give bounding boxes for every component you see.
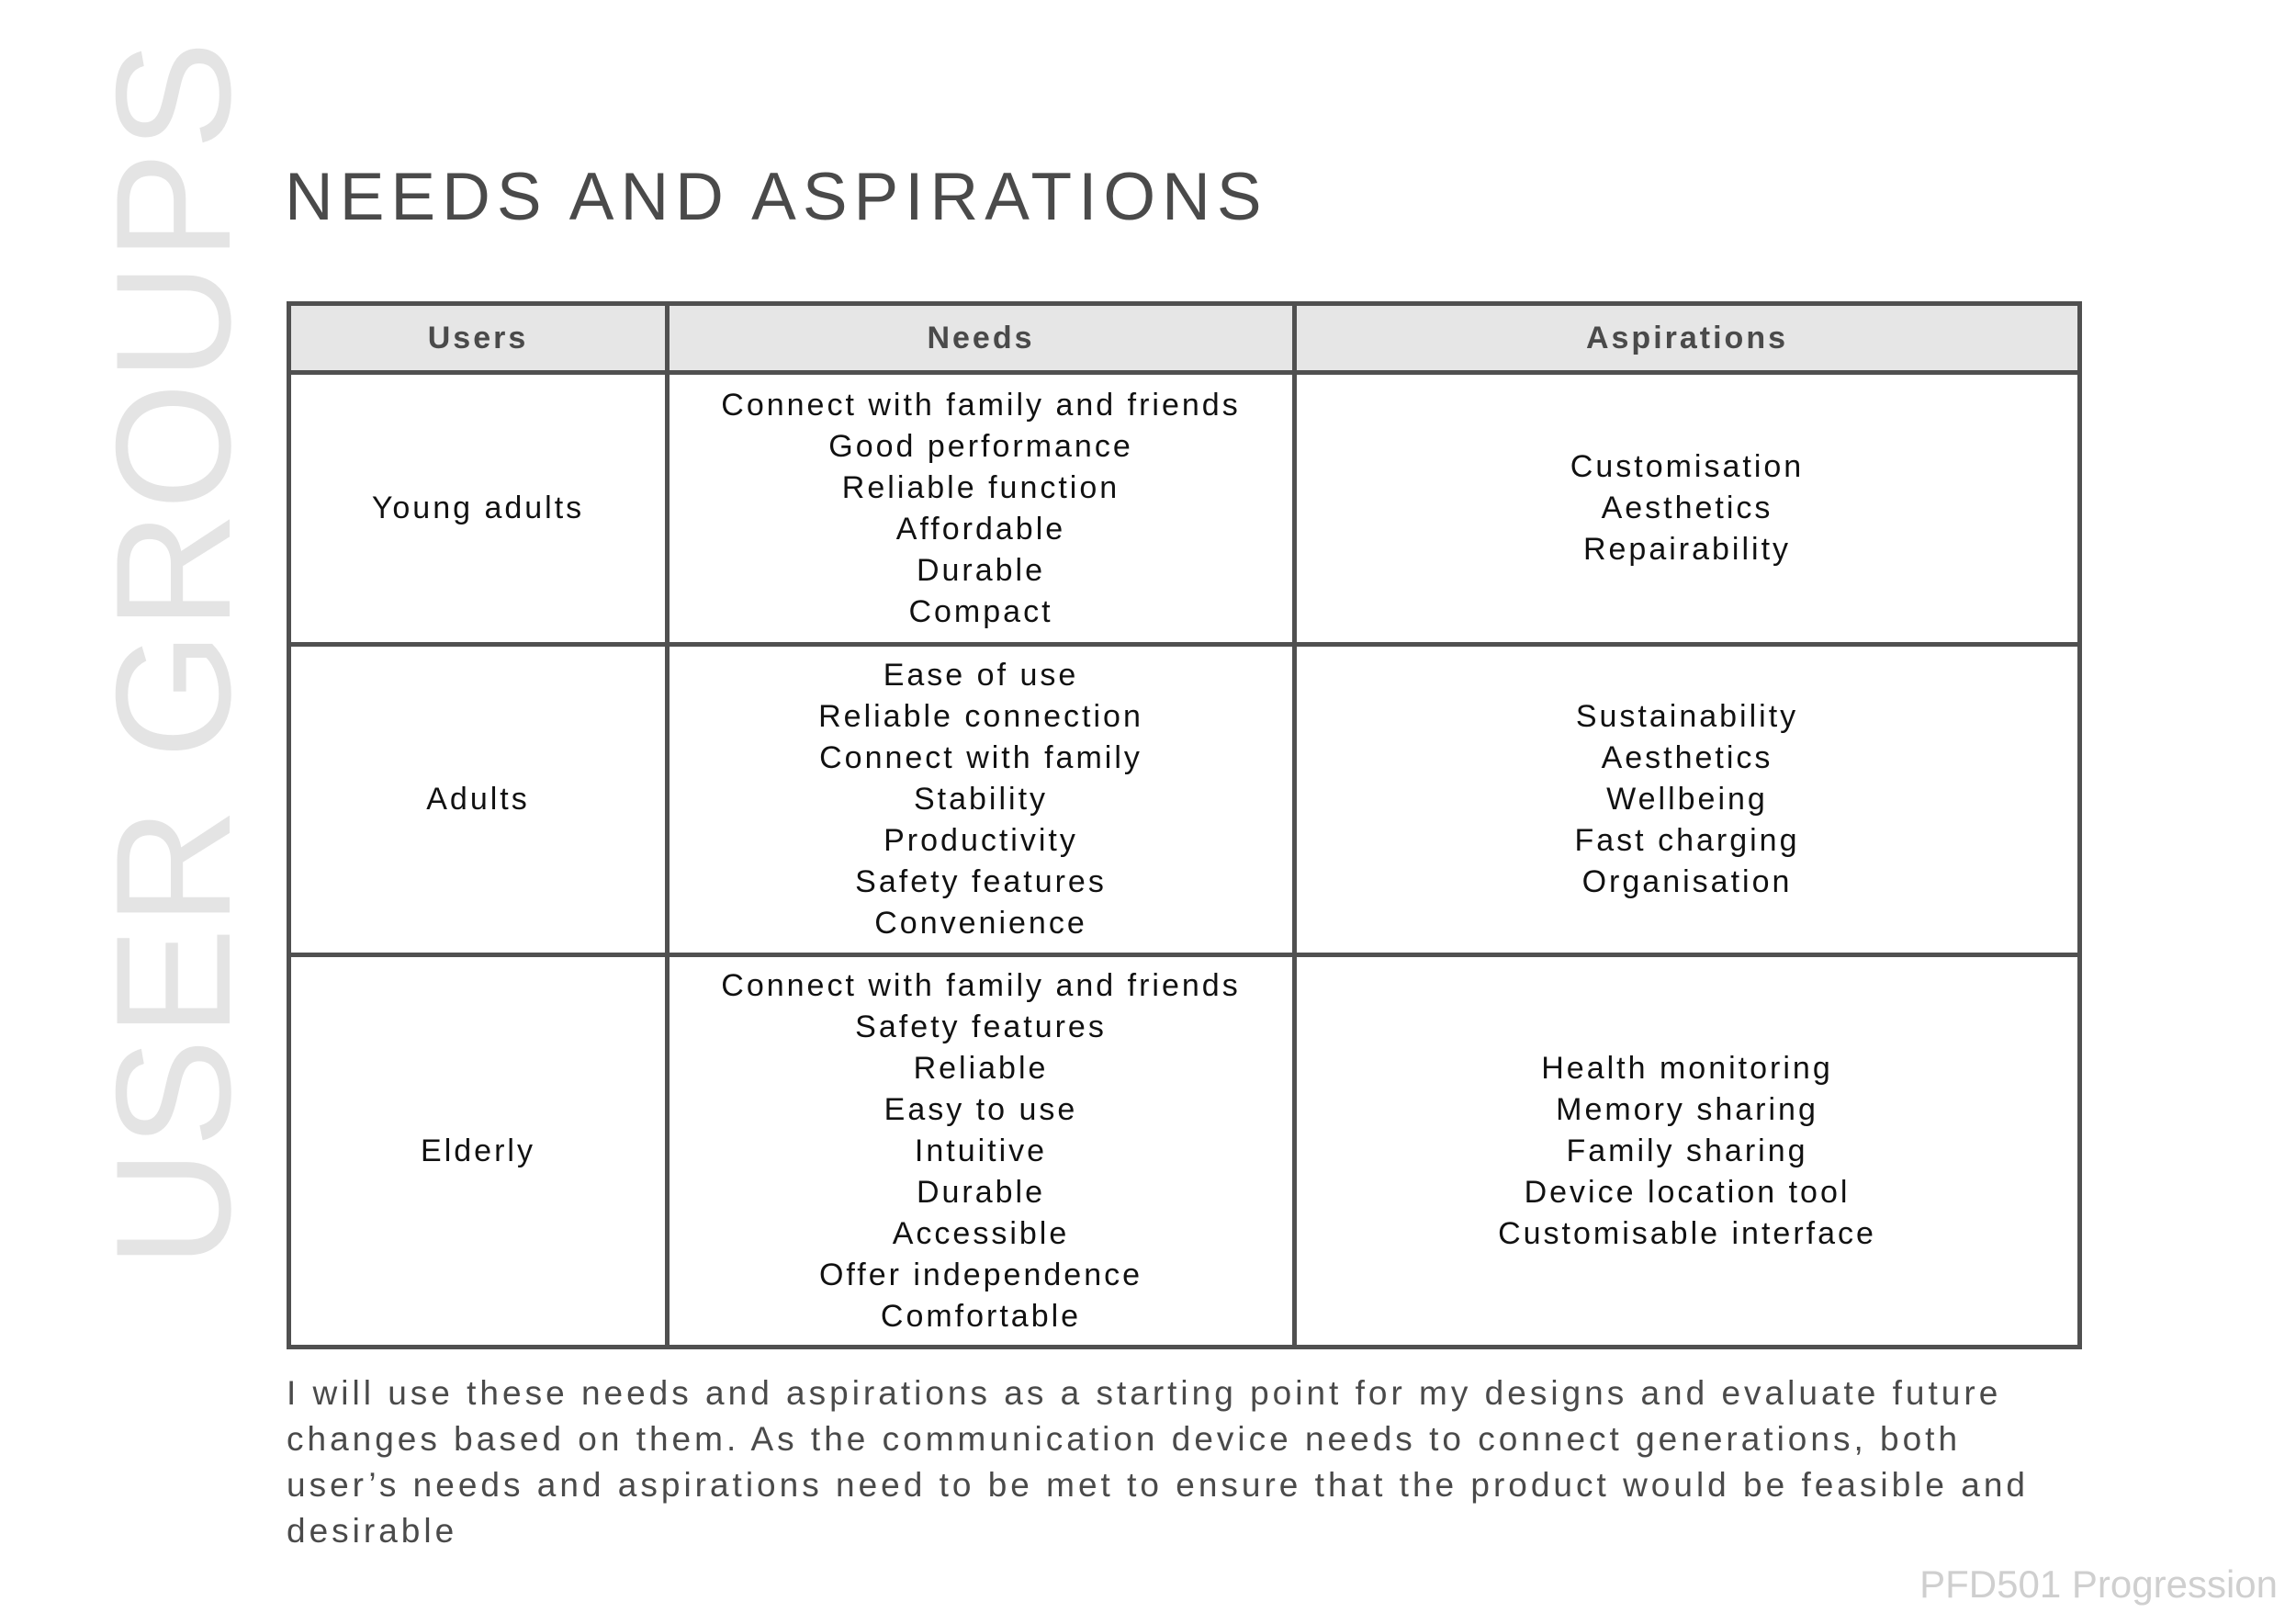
table-header-row xyxy=(289,304,2080,373)
side-label: USER GROUPS xyxy=(82,39,264,1268)
need-item: Connect with family xyxy=(819,740,1142,775)
need-item: Affordable xyxy=(895,511,1066,547)
need-item: Compact xyxy=(908,593,1053,629)
aspiration-item: Health monitoring xyxy=(1541,1050,1833,1086)
need-item: Reliable function xyxy=(841,469,1120,505)
table-row xyxy=(289,645,2080,955)
aspirations-cell xyxy=(1295,955,2080,1348)
needs-cell xyxy=(668,373,1295,645)
footer-label: PFD501 Progression xyxy=(1919,1562,2278,1606)
need-item: Safety features xyxy=(855,864,1107,899)
need-item: Connect with family and friends xyxy=(721,387,1241,423)
need-item: Easy to use xyxy=(884,1091,1078,1127)
need-item: Intuitive xyxy=(914,1133,1048,1168)
aspiration-item: Customisable interface xyxy=(1498,1215,1876,1251)
need-item: Comfortable xyxy=(880,1298,1082,1334)
footnote-text: I will use these needs and aspirations as a starting point for my designs and evaluate future changes based on them. As the communication device needs to connect generations, both user’s needs and aspirations need to be met to ensure that the product would be feasible and desirable xyxy=(287,1374,2029,1550)
need-item: Convenience xyxy=(874,906,1087,941)
needs-aspirations-table xyxy=(287,301,2082,1349)
need-item: Ease of use xyxy=(883,658,1079,693)
needs-cell xyxy=(668,955,1295,1348)
aspiration-item: Fast charging xyxy=(1574,823,1800,858)
aspiration-item: Aesthetics xyxy=(1601,740,1773,775)
table-body xyxy=(289,373,2080,1348)
aspiration-item: Wellbeing xyxy=(1606,782,1768,817)
need-item: Reliable connection xyxy=(818,699,1143,734)
user-group-cell: Elderly xyxy=(289,955,668,1348)
aspiration-item: Family sharing xyxy=(1566,1133,1808,1168)
need-item: Safety features xyxy=(855,1009,1107,1044)
user-group-cell: Young adults xyxy=(289,373,668,645)
need-item: Stability xyxy=(913,782,1049,817)
need-item: Reliable xyxy=(913,1050,1049,1086)
aspirations-cell xyxy=(1295,645,2080,955)
aspiration-item: Repairability xyxy=(1582,532,1792,567)
user-group-cell: Adults xyxy=(289,645,668,955)
need-item: Good performance xyxy=(828,428,1133,464)
aspirations-cell xyxy=(1295,373,2080,645)
aspiration-item: Aesthetics xyxy=(1601,491,1773,525)
need-item: Durable xyxy=(916,1174,1046,1210)
aspiration-item: Customisation xyxy=(1570,449,1805,484)
needs-cell xyxy=(668,645,1295,955)
aspiration-item: Memory sharing xyxy=(1556,1091,1818,1127)
need-item: Accessible xyxy=(892,1215,1070,1251)
aspiration-item: Device location tool xyxy=(1524,1174,1851,1210)
need-item: Durable xyxy=(916,552,1046,588)
header-users: Users xyxy=(289,304,668,373)
page-title: NEEDS AND ASPIRATIONS xyxy=(285,160,1268,234)
need-item: Connect with family and friends xyxy=(721,967,1241,1003)
table-row xyxy=(289,955,2080,1348)
header-aspirations: Aspirations xyxy=(1295,304,2080,373)
need-item: Productivity xyxy=(884,823,1078,858)
need-item: Offer independence xyxy=(818,1257,1143,1292)
header-needs: Needs xyxy=(668,304,1295,373)
aspiration-item: Sustainability xyxy=(1575,699,1799,734)
aspiration-item: Organisation xyxy=(1581,864,1793,899)
table-row xyxy=(289,373,2080,645)
